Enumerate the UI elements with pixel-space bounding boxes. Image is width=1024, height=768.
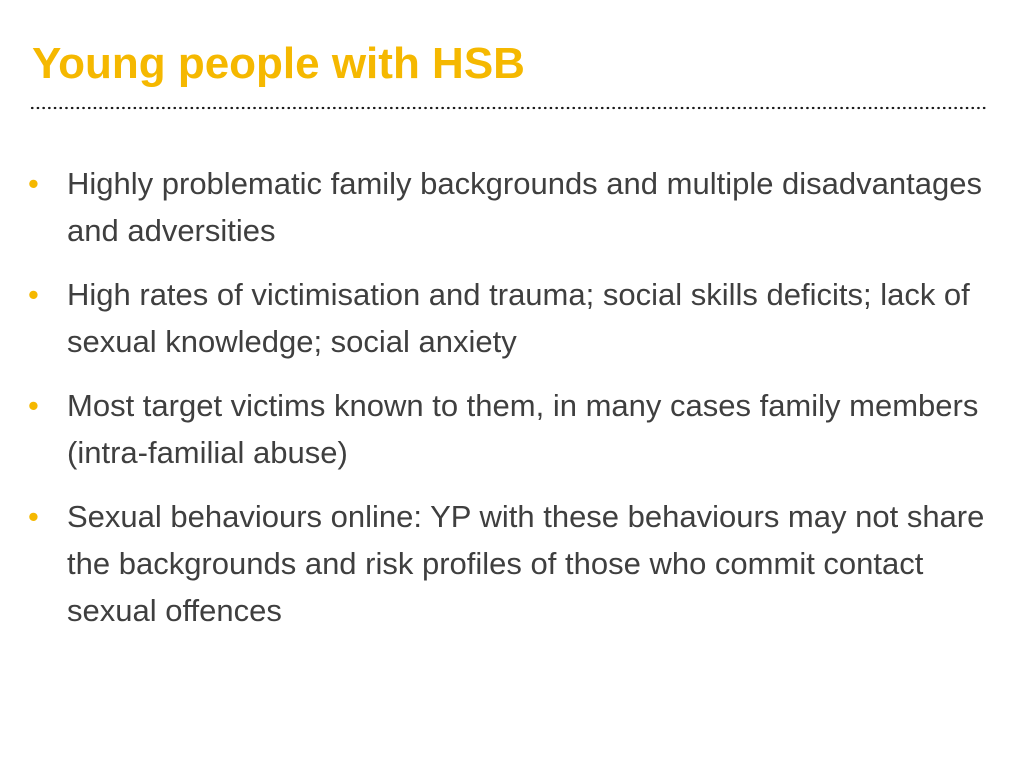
bullet-dot-icon: • xyxy=(28,388,39,423)
bullet-item xyxy=(28,160,998,254)
bullet-text: Sexual behaviours online: YP with these behaviours may not share the backgrounds and risk profiles of those who commit contact sexual offences xyxy=(67,499,985,628)
bullet-text: Most target victims known to them, in many cases family members (intra-familial abuse) xyxy=(67,388,979,470)
dotted-divider xyxy=(30,102,990,114)
slide-title: Young people with HSB xyxy=(32,39,525,88)
bullet-text: High rates of victimisation and trauma; social skills deficits; lack of sexual knowledge; social anxiety xyxy=(67,277,970,359)
bullet-dot-icon: • xyxy=(28,277,39,312)
bullet-dot-icon: • xyxy=(28,499,39,534)
bullet-item xyxy=(28,271,998,365)
bullet-item xyxy=(28,493,998,634)
bullet-item xyxy=(28,382,998,476)
bullet-text: Highly problematic family backgrounds and multiple disadvantages and adversities xyxy=(67,166,982,248)
bullet-list xyxy=(28,160,998,651)
bullet-dot-icon: • xyxy=(28,166,39,201)
